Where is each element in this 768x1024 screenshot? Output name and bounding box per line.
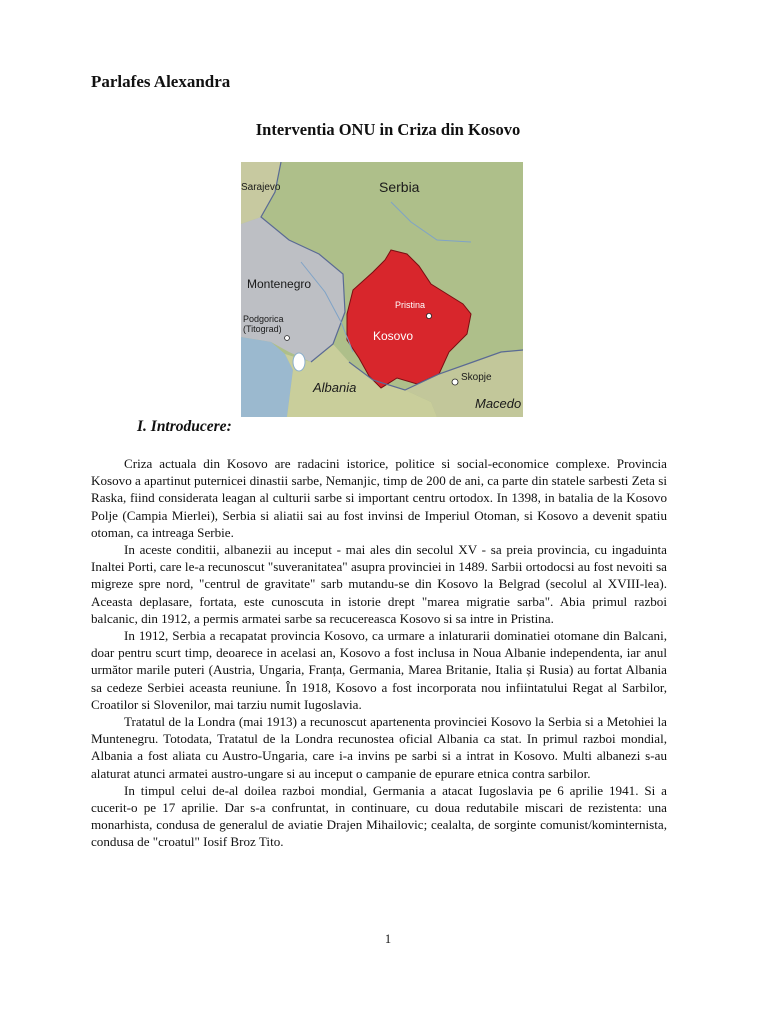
map-label-podgorica: Podgorica [243, 314, 284, 324]
paragraph: In 1912, Serbia a recapatat provincia Kosovo, ca urmare a inlaturarii dominatiei otomane din Balcani, doar pentru scurt timp, deoarece in acelasi an, Kosovo a fost inclusa in Noua Albanie independenta, iar anul următor marile puteri (Austria, Ungaria, Franța, Germania, Marea Britanie, Italia și Rusia) au fortat Albania sa cedeze Serbiei aceasta reuniune. În 1918, Kosovo a fost incorporata nou infiintatului Regat al Sarbilor, Croatilor si Slovenilor, mai tarziu numit Iugoslavia. [91, 628, 667, 712]
map-label-skopje: Skopje [461, 372, 492, 383]
map-label-macedonia: Macedo [475, 396, 522, 411]
paragraph: In timpul celui de-al doilea razboi mondial, Germania a atacat Iugoslavia pe 6 aprilie 1941. Si a cucerit-o pe 17 aprilie. Dar s-a confruntat, in continuare, cu doua redutabile miscari de rezistenta: una monarhista, condusa de generalul de aviatie Drajen Mihailovic; cealalta, de sorginte comunist/kominternista, condusa de "croatul" Iosif Broz Tito. [91, 782, 667, 850]
map-label-sarajevo: Sarajevo [241, 182, 281, 193]
document-title: Interventia ONU in Criza din Kosovo [255, 120, 521, 139]
paragraph: In aceste conditii, albanezii au inceput - mai ales din secolul XV - sa preia provincia, cu ingaduinta Inaltei Porti, care le-a recunoscut "suveranitatea" asupra provinciei in 1489. Sarbii ortodocsi au fost nevoiti sa migreze spre nord, "centrul de gravitate" sarb mutandu-se din Kosovo la Belgrad (secolul al XVIII-lea). Aceasta deplasare, fortata, este cunoscuta in istorie drept "marea migratie sarba". Abia primul razboi balcanic, din 1912, a permis armatei sarbe sa recucereasca Kosovo si sa intre in Pristina. [91, 542, 667, 626]
kosovo-map [241, 162, 523, 417]
map-label-serbia: Serbia [379, 179, 420, 195]
section-heading: I. Introducere: [137, 418, 232, 435]
page-number: 1 [384, 932, 392, 946]
paragraph: Criza actuala din Kosovo are radacini istorice, politice si social-economice complexe. Provincia Kosovo a apartinut puternicei dinastii sarbe, Nemanjic, timp de 200 de ani, ca parte din statele sarbesti Zeta si Raska, fiind considerata leagan al culturii sarbe si important centru ortodox. In 1398, in batalia de la Kosovo Polje (Campia Mierlei), Serbia si aliatii sai au fost invinsi de Imperiul Otoman, si Kosovo a devenit spatiu otoman, ca intreaga Serbie. [91, 456, 667, 540]
map-label-albania: Albania [313, 380, 357, 395]
map-label-montenegro: Montenegro [247, 277, 312, 291]
paragraph: Tratatul de la Londra (mai 1913) a recunoscut apartenenta provinciei Kosovo la Serbia si a Metohiei la Muntenegru. Totodata, Tratatul de la Londra recunostea oficial Albania ca stat. In primul razboi mondial, Albania a fost aliata cu Austro-Ungaria, care i-a invins pe sarbi si a intrat in Kosovo. Multi albanezi s-au alaturat atunci armatei austro-ungare si au inceput o campanie de epurare etnica contra sarbilor. [91, 714, 667, 781]
body-text [91, 455, 667, 851]
map-label-kosovo: Kosovo [373, 329, 414, 343]
author-name: Parlafes Alexandra [91, 72, 231, 91]
map-label-titograd: (Titograd) [243, 324, 282, 334]
map-label-pristina: Pristina [395, 300, 426, 310]
